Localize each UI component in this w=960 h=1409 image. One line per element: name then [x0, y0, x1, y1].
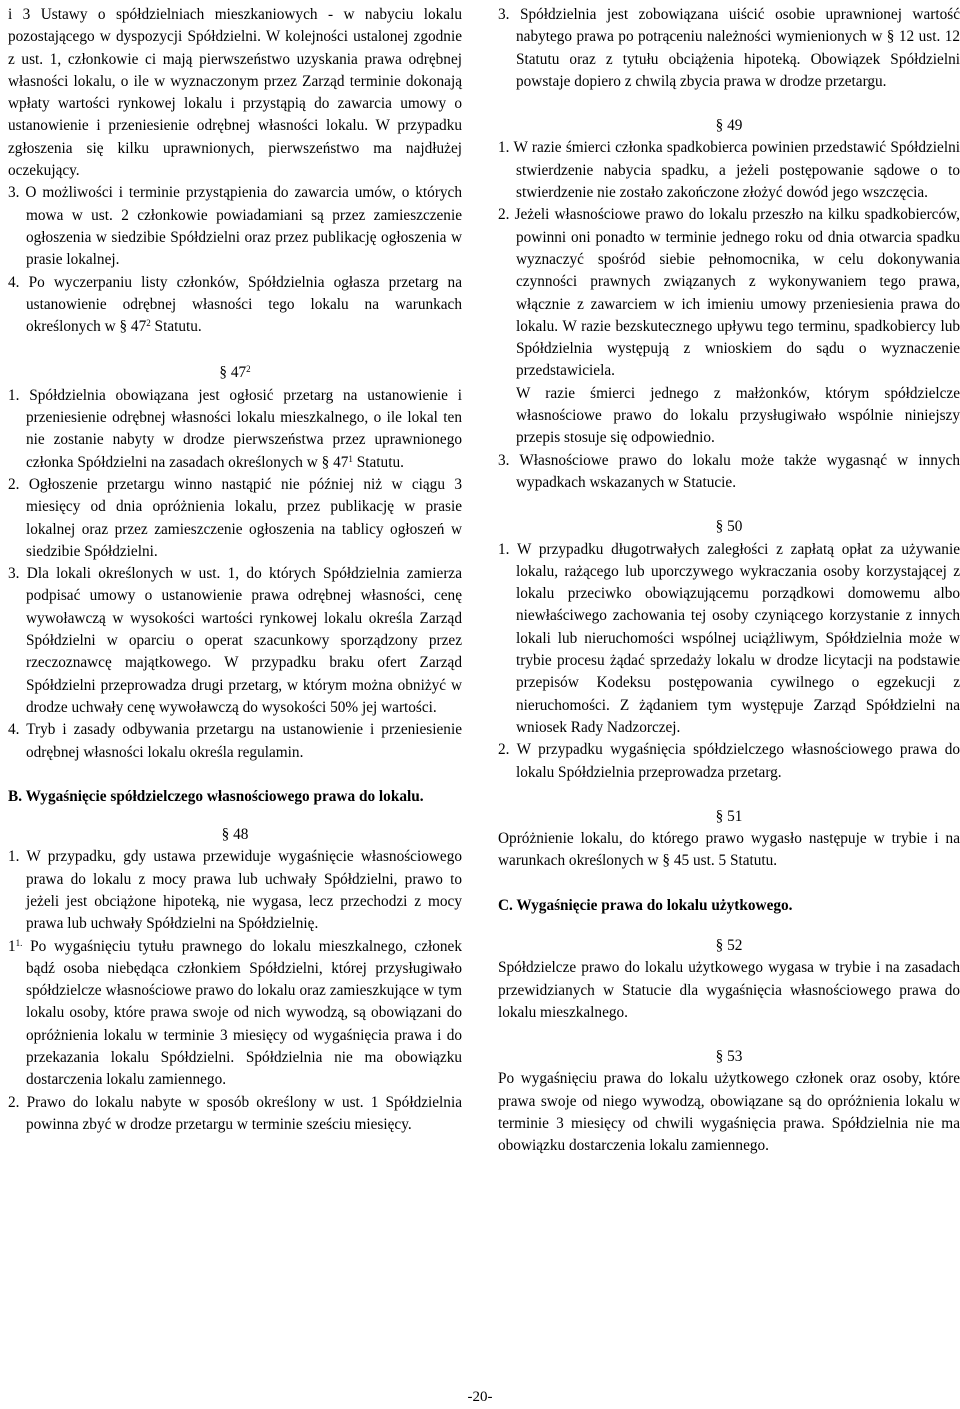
heading-section-b: B. Wygaśnięcie spółdzielczego własnościowego prawa do lokalu.: [8, 787, 424, 805]
s51-paragraph-1: Opróżnienie lokalu, do którego prawo wygasło następuje w trybie i na warunkach określonych w § 45 ust. 5 Statutu.: [498, 830, 960, 870]
s47-2-paragraph-4: 4. Tryb i zasady odbywania przetargu na ustanowienie i przeniesienie odrębnej własności lokalu określa regulamin.: [8, 721, 462, 761]
section-title-50: § 50: [715, 518, 743, 536]
paragraph-continuation: i 3 Ustawy o spółdzielniach mieszkaniowych - w nabyciu lokalu pozostającego w dyspozycji Spółdzielni. W kolejności ustalonej zgodnie z ust. 1, członkowie ci mają pierwszeństwo uzyskania prawa odrębnej własności lokalu, o ile w wyznaczonym przez Zarząd terminie dokonają wpłaty wartości rynkowej lokalu i przystąpią do zawarcia umowy o ustanowienie i przeniesienie odrębnej własności lokalu. W przypadku zgłoszenia się kilku uprawnionych, pierwszeństwo ma najdłużej oczekujący.: [8, 6, 462, 180]
section-title-53: § 53: [715, 1048, 743, 1066]
s47-2-paragraph-3: 3. Dla lokali określonych w ust. 1, do których Spółdzielnia zamierza podpisać umowy o ustanowienie prawa odrębnej własności, cenę wywoławczą w wysokości wartości rynkowej lokalu określa Zarząd Spółdzielni w oparciu o operat szacunkowy sporządzony przez rzeczoznawcę majątkowego. W przypadku braku ofert Zarząd Spółdzielni przeprowadza drugi przetarg, w którym można obniżyć w drodze uchwały cenę wywoławczą do wysokości 50% jej wartości.: [8, 565, 462, 716]
section-title-49: § 49: [715, 117, 743, 135]
s49-paragraph-1: 1. W razie śmierci członka spadkobierca powinien przedstawić Spółdzielni stwierdzenie nabycia spadku, a jeżeli postępowanie sądowe o to stwierdzenie nie zostało zakończone złożyć dowód jego wszczęcia.: [498, 139, 960, 202]
paragraph-4: 4. Po wyczerpaniu listy członków, Spółdzielnia ogłasza przetarg na ustanowienie odrębnej własności tego lokalu na warunkach określonych w § $47^2$ Statutu.: [8, 273, 462, 336]
s53-paragraph-1: Po wygaśnięciu prawa do lokalu użytkowego członek oraz osoby, które prawa swoje od niego wywodzą, obowiązane są do opróżnienia lokalu w terminie 3 miesięcy od chwili wygaśnięcia prawa. Spółdzielnia nie ma obowiązku dostarczenia lokalu zamiennego.: [498, 1070, 960, 1155]
paragraph-3-right: 3. Spółdzielnia jest zobowiązana uiścić osobie uprawnionej wartość nabytego prawa po potrąceniu należności wymienionych w § 12 ust. 12 Statutu oraz z tytułu obciążenia hipoteką. Obowiązek Spółdzielni powstaje dopiero z chwilą zbycia prawa w drodze przetargu.: [498, 6, 960, 90]
s49-paragraph-3: 3. Własnościowe prawo do lokalu może także wygasnąć w innych wypadkach wskazanych w Statucie.: [498, 451, 960, 491]
section-title-51: § 51: [715, 807, 743, 825]
paragraph-3: 3. O możliwości i terminie przystąpienia do zawarcia umów, o których mowa w ust. 2 członkowie powiadamiani są przez zamieszczenie ogłoszenia w siedzibie Spółdzielni oraz przez publikację ogłoszenia w prasie lokalnej.: [8, 184, 462, 269]
s47-2-paragraph-2: 2. Ogłoszenie przetargu winno nastąpić nie później niż w ciągu 3 miesięcy od dnia opróżnienia lokalu, przez publikację w prasie lokalnej oraz przez zamieszczenie ogłoszenia na tablicy ogłoszeń w siedzibie Spółdzielni.: [8, 475, 462, 560]
heading-section-c: C. Wygaśnięcie prawa do lokalu użytkowego.: [498, 896, 793, 914]
s48-paragraph-1-1: $1^{1.}$ Po wygaśnięciu tytułu prawnego do lokalu mieszkalnego, członek bądź osoba niebędąca członkiem Spółdzielni, której przysługiwało spółdzielcze własnościowe prawo do lokalu oraz zamieszkujące w tym lokalu osoby, które prawa swoje od nich wywodzą, są obowiązani do opróżnienia lokalu w terminie 3 miesięcy od wygaśnięcia prawa i do przekazania lokalu Spółdzielni. Spółdzielnia nie ma obowiązku dostarczenia lokalu zamiennego.: [8, 937, 462, 1089]
page-number: -20-: [467, 1389, 493, 1405]
section-title-47-2: § $47^2$: [219, 364, 251, 382]
s50-paragraph-2: 2. W przypadku wygaśnięcia spółdzielczego własnościowego prawa do lokalu Spółdzielnia przeprowadza przetarg.: [498, 741, 960, 781]
section-title-48: § 48: [221, 826, 249, 844]
s50-paragraph-1: 1. W przypadku długotrwałych zaległości z zapłatą opłat za używanie lokalu, rażącego lub uporczywego wykraczania osoby korzystającej z lokalu przeciwko obowiązującemu porządkowi domowemu albo niewłaściwego zachowania tej osoby czyniącego korzystanie z innych lokali lub nieruchomości wspólnej uciążliwym, Spółdzielnia może w trybie procesu żądać sprzedaży lokalu w drodze licytacji na podstawie przepisów Kodeksu postępowania cywilnego o egzekucji z nieruchomości. Z żądaniem tym występuje Zarząd Spółdzielni na wniosek Rady Nadzorczej.: [498, 540, 960, 736]
s47-2-paragraph-1: 1. Spółdzielnia obowiązana jest ogłosić przetarg na ustanowienie i przeniesienie odrębnej własności lokalu mieszkalnego, o ile lokal ten nie zostanie nabyty w drodze pierwszeństwa przez uprawnionego członka Spółdzielni na zasadach określonych w § $47^1$ Statutu.: [8, 386, 462, 471]
s48-paragraph-2: 2. Prawo do lokalu nabyte w sposób określony w ust. 1 Spółdzielnia powinna zbyć w drodze przetargu w terminie sześciu miesięcy.: [8, 1093, 462, 1133]
right-column: [498, 4, 960, 1158]
s48-paragraph-1: 1. W przypadku, gdy ustawa przewiduje wygaśnięcie własnościowego prawa do lokalu z mocy prawa lub uchwały Spółdzielni, prawo to jeżeli jest obciążone hipoteką, nie wygasa, lecz przechodzi z mocy prawa lub uchwały Spółdzielni na Spółdzielnię.: [8, 848, 462, 933]
left-column: [8, 4, 462, 1136]
s49-paragraph-2b: W razie śmierci jednego z małżonków, którym spółdzielcze własnościowe prawo do lokalu przysługiwało wspólnie niniejszy przepis stosuje się odpowiednio.: [516, 384, 960, 447]
s52-paragraph-1: Spółdzielcze prawo do lokalu użytkowego wygasa w trybie i na zasadach przewidzianych w Statucie dla wygaśnięcia własnościowego prawa do lokalu mieszkalnego.: [498, 959, 960, 1021]
s49-paragraph-2: 2. Jeżeli własnościowe prawo do lokalu przeszło na kilku spadkobierców, powinni oni ponadto w terminie jednego roku od dnia otwarcia spadku wyznaczyć spośród siebie pełnomocnika, w celu dokonywania czynności prawnych związanych z wykonywaniem tego prawa, włącznie z zawarciem w ich imieniu umowy przeniesienia prawa do lokalu. W razie bezskutecznego upływu tego terminu, spadkobiercy lub Spółdzielnia występują z wnioskiem do sądu o wyznaczenie przedstawiciela.: [498, 206, 960, 380]
section-title-52: § 52: [715, 936, 743, 954]
